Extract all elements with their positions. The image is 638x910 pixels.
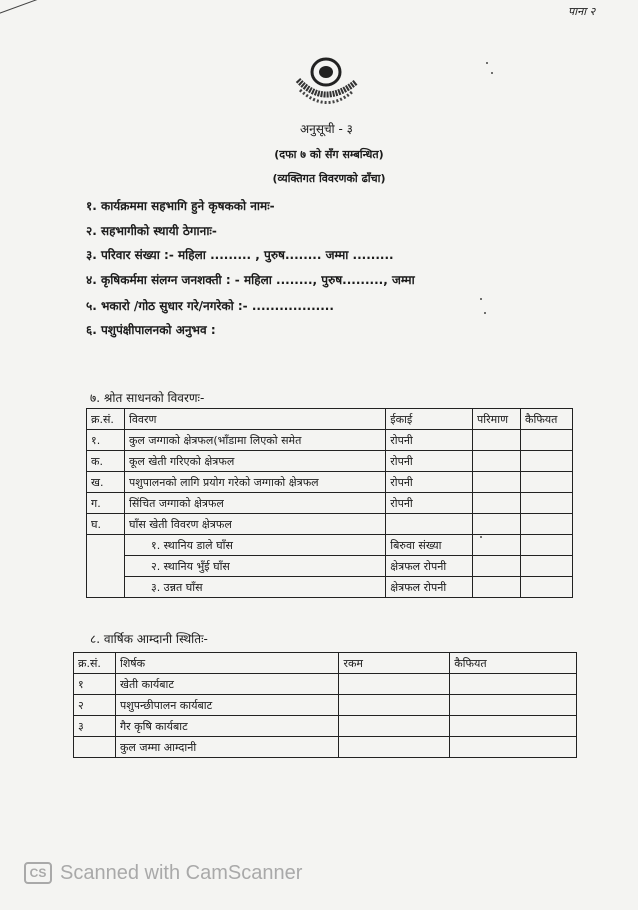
cell-amount[interactable]	[339, 716, 450, 737]
column-header: क्र.सं.	[74, 653, 116, 674]
cell-title: खेती कार्यबाट	[115, 674, 339, 695]
heading-section-ref: (दफा ७ को सँग सम्बन्धित)	[274, 148, 384, 161]
column-header: रकम	[339, 653, 450, 674]
cell-unit: रोपनी	[386, 472, 473, 493]
table-subrow	[87, 556, 573, 577]
field-address: २. सहभागीको स्थायी ठेगानाः-	[86, 224, 217, 238]
table-row	[74, 695, 577, 716]
cell-quantity[interactable]	[473, 430, 521, 451]
column-header: विवरण	[124, 409, 385, 430]
column-header: शिर्षक	[115, 653, 339, 674]
page-number: पाना २	[568, 5, 596, 18]
table-row	[87, 430, 573, 451]
column-header: ईकाई	[386, 409, 473, 430]
watermark-text: Scanned with CamScanner	[60, 861, 303, 884]
cell-unit: रोपनी	[386, 430, 473, 451]
table-subrow	[87, 535, 573, 556]
cell-remarks[interactable]	[521, 493, 573, 514]
table-row	[87, 493, 573, 514]
resource-table	[86, 408, 573, 598]
cell-remarks[interactable]	[450, 737, 577, 758]
cell-desc: २. स्थानिय भुँई घाँस	[124, 556, 385, 577]
field-family-size: ३. परिवार संख्या :- महिला ......... , पुरुष........ जम्मा .........	[86, 248, 394, 262]
column-header: परिमाण	[473, 409, 521, 430]
cell-sn-empty	[87, 535, 125, 598]
cell-quantity[interactable]	[473, 472, 521, 493]
cell-sn: ३	[74, 716, 116, 737]
cell-remarks[interactable]	[450, 674, 577, 695]
cell-title: कुल जम्मा आम्दानी	[115, 737, 339, 758]
annex-label: अनुसूची - ३	[300, 122, 353, 136]
income-table	[73, 652, 577, 758]
page-fold-line	[0, 0, 62, 15]
cell-desc: पशुपालनको लागि प्रयोग गरेको जग्गाको क्षेत्रफल	[124, 472, 385, 493]
cell-unit	[386, 514, 473, 535]
scan-speck	[480, 536, 482, 538]
cell-sn: १.	[87, 430, 125, 451]
cell-remarks[interactable]	[521, 451, 573, 472]
scan-speck	[491, 72, 493, 74]
heading-form-title: (व्यक्तिगत विवरणको ढाँचा)	[272, 172, 386, 185]
table-row	[74, 716, 577, 737]
cell-unit: रोपनी	[386, 451, 473, 472]
cell-quantity[interactable]	[473, 577, 521, 598]
table-row	[74, 674, 577, 695]
scan-speck	[484, 312, 486, 314]
cell-title: गैर कृषि कार्यबाट	[115, 716, 339, 737]
cell-remarks[interactable]	[450, 716, 577, 737]
field-workforce: ४. कृषिकर्ममा संलग्न जनशक्ती : - महिला ........, पुरुष........., जम्मा	[86, 273, 415, 287]
section7-title: ७. श्रोत साधनको विवरणः-	[90, 391, 205, 405]
field-livestock-experience: ६. पशुपंक्षीपालनको अनुभव :	[86, 323, 216, 337]
cell-desc: १. स्थानिय डाले घाँस	[124, 535, 385, 556]
table-row	[87, 472, 573, 493]
field-shed-improvement: ५. भकारो /गोठ सुधार गरे/नगरेको :- ..................	[86, 299, 334, 313]
cell-sn: ख.	[87, 472, 125, 493]
scanner-watermark	[24, 860, 302, 886]
cell-desc: कुल जग्गाको क्षेत्रफल(भाँडामा लिएको समेत	[124, 430, 385, 451]
column-header: कैफियत	[521, 409, 573, 430]
cell-quantity[interactable]	[473, 556, 521, 577]
table-row	[87, 451, 573, 472]
scan-speck	[486, 62, 488, 64]
cell-sn: १	[74, 674, 116, 695]
cell-sn: घ.	[87, 514, 125, 535]
cell-unit: क्षेत्रफल रोपनी	[386, 556, 473, 577]
camscanner-logo-icon: CS	[24, 862, 52, 884]
table-header-row	[87, 409, 573, 430]
cell-unit: क्षेत्रफल रोपनी	[386, 577, 473, 598]
table-subrow	[87, 577, 573, 598]
cell-desc: घाँस खेती विवरण क्षेत्रफल	[124, 514, 385, 535]
cell-remarks[interactable]	[521, 535, 573, 556]
cell-unit: बिरुवा संख्या	[386, 535, 473, 556]
office-seal-icon	[290, 50, 360, 110]
scan-speck	[480, 298, 482, 300]
cell-unit: रोपनी	[386, 493, 473, 514]
cell-remarks[interactable]	[521, 472, 573, 493]
table-row	[74, 737, 577, 758]
cell-sn: ग.	[87, 493, 125, 514]
cell-desc: कूल खेती गरिएको क्षेत्रफल	[124, 451, 385, 472]
cell-remarks[interactable]	[521, 514, 573, 535]
cell-desc: ३. उन्नत घाँस	[124, 577, 385, 598]
table-row	[87, 514, 573, 535]
cell-amount[interactable]	[339, 737, 450, 758]
cell-quantity[interactable]	[473, 514, 521, 535]
column-header: क्र.सं.	[87, 409, 125, 430]
cell-amount[interactable]	[339, 695, 450, 716]
cell-amount[interactable]	[339, 674, 450, 695]
cell-remarks[interactable]	[521, 430, 573, 451]
cell-remarks[interactable]	[450, 695, 577, 716]
cell-remarks[interactable]	[521, 556, 573, 577]
cell-remarks[interactable]	[521, 577, 573, 598]
cell-sn: क.	[87, 451, 125, 472]
cell-desc: सिंचित जग्गाको क्षेत्रफल	[124, 493, 385, 514]
cell-sn	[74, 737, 116, 758]
cell-quantity[interactable]	[473, 451, 521, 472]
field-farmer-name: १. कार्यक्रममा सहभागि हुने कृषकको नामः-	[86, 199, 275, 213]
cell-title: पशुपन्छीपालन कार्यबाट	[115, 695, 339, 716]
cell-sn: २	[74, 695, 116, 716]
table-header-row	[74, 653, 577, 674]
section8-title: ८. वार्षिक आम्दानी स्थितिः-	[90, 632, 208, 646]
column-header: कैफियत	[450, 653, 577, 674]
cell-quantity[interactable]	[473, 493, 521, 514]
